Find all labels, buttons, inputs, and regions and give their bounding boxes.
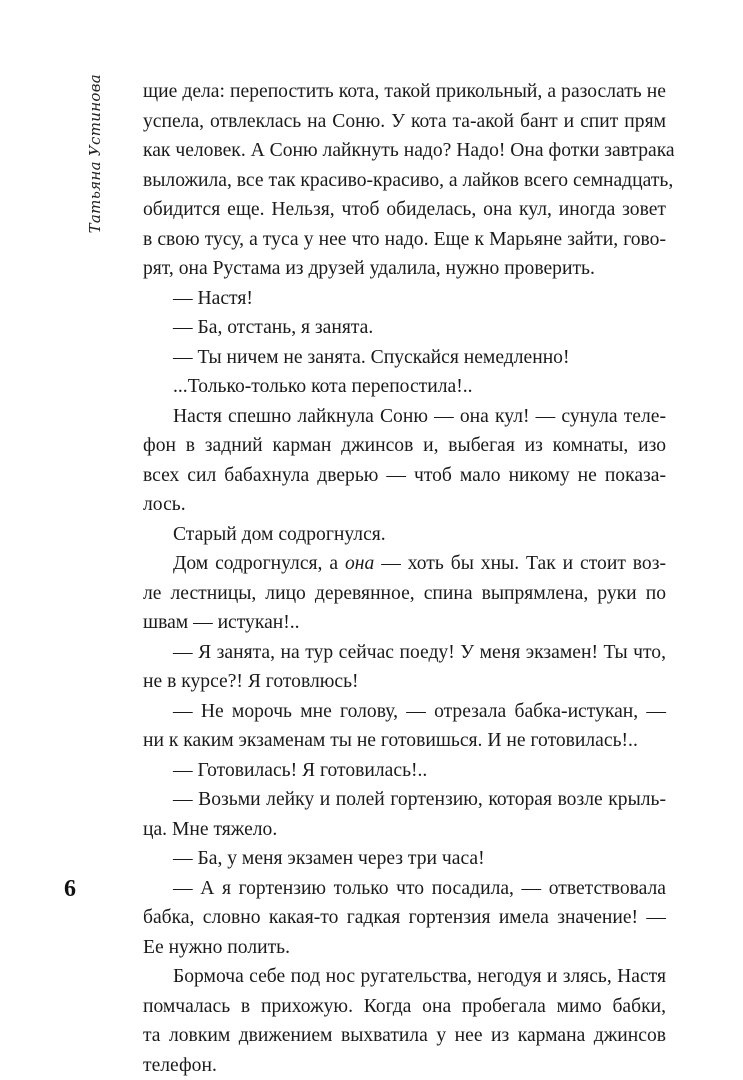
- text-fragment: Дом содрогнулся, а: [173, 553, 345, 574]
- text-line: ни к каким экзаменам ты не готовишься. И не готовилась!..: [143, 726, 666, 756]
- text-line: помчалась в прихожую. Когда она пробегала мимо бабки,: [143, 992, 666, 1022]
- running-head-author: [84, 74, 108, 264]
- text-line: — Настя!: [143, 284, 666, 314]
- text-line: — Ба, отстань, я занята.: [143, 313, 666, 343]
- text-line: та ловким движением выхватила у нее из кармана джинсов: [143, 1021, 666, 1051]
- italic-emphasis: она: [345, 553, 374, 574]
- text-line: ца. Мне тяжело.: [143, 815, 666, 845]
- text-line: — А я гортензию только что посадила, — ответствовала: [143, 874, 666, 904]
- text-line: лось.: [143, 490, 666, 520]
- text-line: Старый дом содрогнулся.: [143, 520, 666, 550]
- text-line: фон в задний карман джинсов и, выбегая из комнаты, изо: [143, 431, 666, 461]
- text-line: ле лестницы, лицо деревянное, спина выпрямлена, руки по: [143, 579, 666, 609]
- text-line: как человек. А Соню лайкнуть надо? Надо! Она фотки завтрака: [143, 136, 666, 166]
- text-line: телефон.: [143, 1051, 666, 1080]
- text-line: щие дела: перепостить кота, такой прикольный, а разослать не: [143, 77, 666, 107]
- text-line: — Ты ничем не занята. Спускайся немедленно!: [143, 343, 666, 373]
- text-line: в свою тусу, а туса у нее что надо. Еще к Марьяне зайти, гово-: [143, 225, 666, 255]
- text-line: Ее нужно полить.: [143, 933, 666, 963]
- text-line: обидится еще. Нельзя, чтоб обиделась, она кул, иногда зовет: [143, 195, 666, 225]
- text-line: — Не морочь мне голову, — отрезала бабка-истукан, —: [143, 697, 666, 727]
- text-line: швам — истукан!..: [143, 608, 666, 638]
- text-line: всех сил бабахнула дверью — чтоб мало никому не показа-: [143, 461, 666, 491]
- text-line: успела, отвлеклась на Соню. У кота та-акой бант и спит прям: [143, 107, 666, 137]
- text-line: Бормоча себе под нос ругательства, негодуя и злясь, Настя: [143, 962, 666, 992]
- text-line: — Возьми лейку и полей гортензию, которая возле крыль-: [143, 785, 666, 815]
- text-fragment: — хоть бы хны. Так и стоит воз-: [374, 553, 666, 574]
- text-line: [143, 549, 666, 579]
- text-line: выложила, все так красиво-красиво, а лайков всего семнадцать,: [143, 166, 666, 196]
- text-line: не в курсе?! Я готовлюсь!: [143, 667, 666, 697]
- body-text: [143, 77, 666, 1080]
- text-line: Настя спешно лайкнула Соню — она кул! — сунула теле-: [143, 402, 666, 432]
- author-name: Татьяна Устинова: [86, 74, 104, 233]
- text-line: — Ба, у меня экзамен через три часа!: [143, 844, 666, 874]
- text-line: рят, она Рустама из друзей удалила, нужно проверить.: [143, 254, 666, 284]
- text-line: — Я занята, на тур сейчас поеду! У меня экзамен! Ты что,: [143, 638, 666, 668]
- text-line: — Готовилась! Я готовилась!..: [143, 756, 666, 786]
- text-line: бабка, словно какая-то гадкая гортензия имела значение! —: [143, 903, 666, 933]
- page-number: 6: [64, 876, 76, 903]
- text-line: ...Только-только кота перепостила!..: [143, 372, 666, 402]
